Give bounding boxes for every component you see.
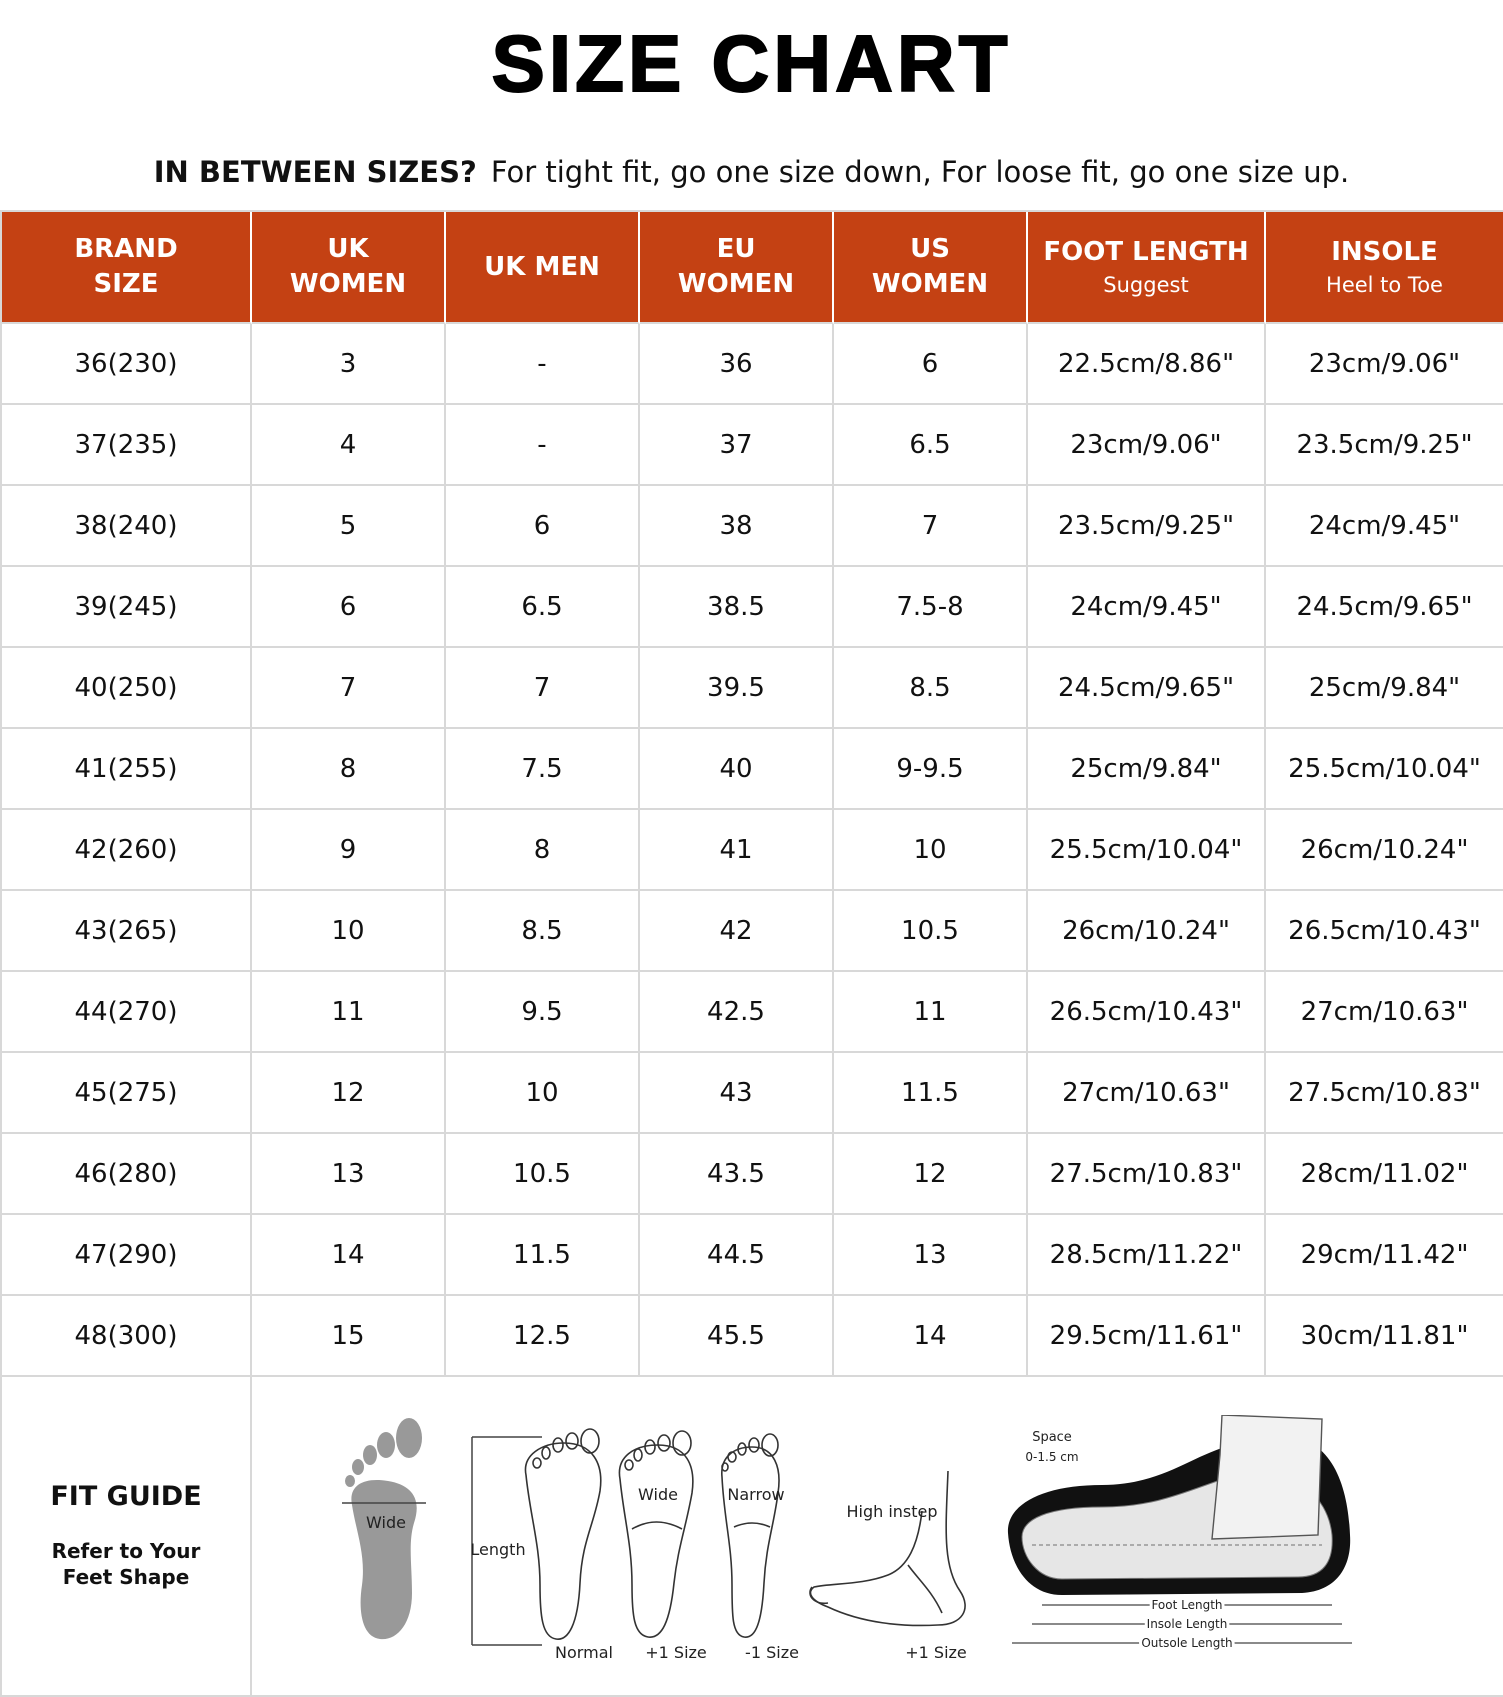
table-cell: 36(230) [2, 324, 252, 405]
table-cell: - [446, 405, 640, 486]
table-cell: 42.5 [640, 972, 834, 1053]
table-cell: 45.5 [640, 1296, 834, 1377]
table-cell: 41(255) [2, 729, 252, 810]
table-cell: 37 [640, 405, 834, 486]
table-cell: 7 [252, 648, 446, 729]
table-cell: 26cm/10.24" [1266, 810, 1503, 891]
table-cell: 24.5cm/9.65" [1028, 648, 1266, 729]
column-header-title: UK MEN [484, 251, 600, 282]
table-cell: 36 [640, 324, 834, 405]
table-cell: 9 [252, 810, 446, 891]
table-cell: 11 [834, 972, 1028, 1053]
table-cell: 10 [252, 891, 446, 972]
table-cell: 29.5cm/11.61" [1028, 1296, 1266, 1377]
page-title: SIZE CHART [491, 19, 1012, 108]
table-cell: 9.5 [446, 972, 640, 1053]
table-cell: 28.5cm/11.22" [1028, 1215, 1266, 1296]
table-cell: 25.5cm/10.04" [1028, 810, 1266, 891]
column-header [252, 212, 446, 324]
table-cell: 26cm/10.24" [1028, 891, 1266, 972]
table-cell: 25.5cm/10.04" [1266, 729, 1503, 810]
table-cell: 10 [446, 1053, 640, 1134]
table-cell: 44.5 [640, 1215, 834, 1296]
table-cell: 23.5cm/9.25" [1266, 405, 1503, 486]
size-advice [0, 150, 1503, 194]
normal-foot-icon [525, 1429, 600, 1639]
table-cell: 9-9.5 [834, 729, 1028, 810]
column-header-subtitle: Suggest [1103, 272, 1189, 297]
table-cell: 24cm/9.45" [1266, 486, 1503, 567]
table-cell: 7.5 [446, 729, 640, 810]
table-cell: 30cm/11.81" [1266, 1296, 1503, 1377]
table-cell: 5 [252, 486, 446, 567]
high-instep-foot-icon [810, 1471, 965, 1625]
column-header [834, 212, 1028, 324]
table-cell: 23.5cm/9.25" [1028, 486, 1266, 567]
table-cell: 6.5 [834, 405, 1028, 486]
column-header [446, 212, 640, 324]
column-header [640, 212, 834, 324]
table-cell: 8 [446, 810, 640, 891]
fit-guide-diagram [342, 1415, 1422, 1675]
column-header [1028, 212, 1266, 324]
column-header-subtitle: Heel to Toe [1326, 272, 1443, 297]
table-cell: 38.5 [640, 567, 834, 648]
table-cell: 11 [252, 972, 446, 1053]
wide-label: Wide [366, 1513, 406, 1532]
table-cell: 42 [640, 891, 834, 972]
table-cell: 6 [252, 567, 446, 648]
table-cell: 14 [252, 1215, 446, 1296]
table-cell: 23cm/9.06" [1266, 324, 1503, 405]
table-cell: 11.5 [446, 1215, 640, 1296]
table-cell: 45(275) [2, 1053, 252, 1134]
table-cell: 39(245) [2, 567, 252, 648]
narrow-foot-icon [722, 1434, 779, 1637]
table-cell: 12 [252, 1053, 446, 1134]
table-cell: 23cm/9.06" [1028, 405, 1266, 486]
table-cell: 39.5 [640, 648, 834, 729]
table-cell: - [446, 324, 640, 405]
column-header-title: BRAND SIZE [74, 234, 178, 299]
fit-guide-title: FIT GUIDE [50, 1480, 202, 1512]
table-cell: 6 [834, 324, 1028, 405]
table-cell: 10.5 [446, 1134, 640, 1215]
fit-guide-info [2, 1375, 252, 1695]
outsole-length-label: Outsole Length [1141, 1636, 1233, 1650]
table-cell: 6 [446, 486, 640, 567]
table-cell: 7 [834, 486, 1028, 567]
table-cell: 41 [640, 810, 834, 891]
space-range-label: 0-1.5 cm [1025, 1450, 1079, 1464]
table-cell: 40(250) [2, 648, 252, 729]
table-cell: 13 [252, 1134, 446, 1215]
wide-foot-icon [619, 1431, 692, 1637]
fit-guide [0, 1375, 1503, 1697]
table-cell: 4 [252, 405, 446, 486]
column-header-title: UK WOMEN [289, 234, 407, 299]
table-cell: 10.5 [834, 891, 1028, 972]
table-cell: 37(235) [2, 405, 252, 486]
table-cell: 11.5 [834, 1053, 1028, 1134]
length-label: Length [470, 1540, 526, 1559]
table-cell: 29cm/11.42" [1266, 1215, 1503, 1296]
table-cell: 8.5 [446, 891, 640, 972]
table-cell: 10 [834, 810, 1028, 891]
space-label: Space [1032, 1430, 1072, 1445]
wide-foot-size-label: +1 Size [645, 1643, 707, 1662]
table-cell: 25cm/9.84" [1266, 648, 1503, 729]
table-cell: 47(290) [2, 1215, 252, 1296]
table-cell: 8 [252, 729, 446, 810]
table-cell: 27cm/10.63" [1028, 1053, 1266, 1134]
narrow-foot-label: Narrow [727, 1485, 785, 1504]
table-cell: 7 [446, 648, 640, 729]
size-advice-text: For tight fit, go one size down, For loose fit, go one size up. [490, 155, 1350, 189]
column-header-title: FOOT LENGTH [1043, 236, 1249, 267]
table-cell: 3 [252, 324, 446, 405]
wide-foot-label: Wide [638, 1485, 678, 1504]
table-cell: 8.5 [834, 648, 1028, 729]
table-cell: 24cm/9.45" [1028, 567, 1266, 648]
table-cell: 43(265) [2, 891, 252, 972]
high-instep-size-label: +1 Size [905, 1643, 967, 1662]
table-cell: 27.5cm/10.83" [1266, 1053, 1503, 1134]
column-header-title: EU WOMEN [677, 234, 795, 299]
table-cell: 40 [640, 729, 834, 810]
column-header [1266, 212, 1503, 324]
table-cell: 44(270) [2, 972, 252, 1053]
size-advice-heading: IN BETWEEN SIZES? [153, 155, 477, 189]
table-cell: 6.5 [446, 567, 640, 648]
table-cell: 25cm/9.84" [1028, 729, 1266, 810]
table-cell: 7.5-8 [834, 567, 1028, 648]
size-table [0, 210, 1503, 1377]
table-cell: 14 [834, 1296, 1028, 1377]
table-cell: 43.5 [640, 1134, 834, 1215]
column-header [2, 212, 252, 324]
table-cell: 12.5 [446, 1296, 640, 1377]
table-cell: 48(300) [2, 1296, 252, 1377]
table-cell: 15 [252, 1296, 446, 1377]
foot-length-label: Foot Length [1151, 1598, 1223, 1612]
table-cell: 27.5cm/10.83" [1028, 1134, 1266, 1215]
table-cell: 38 [640, 486, 834, 567]
table-cell: 13 [834, 1215, 1028, 1296]
table-cell: 38(240) [2, 486, 252, 567]
table-cell: 46(280) [2, 1134, 252, 1215]
fit-guide-subtitle: Refer to Your Feet Shape [51, 1538, 201, 1589]
table-cell: 12 [834, 1134, 1028, 1215]
column-header-title: US WOMEN [871, 234, 989, 299]
insole-length-label: Insole Length [1146, 1617, 1228, 1631]
normal-label: Normal [555, 1643, 613, 1662]
table-cell: 42(260) [2, 810, 252, 891]
table-cell: 26.5cm/10.43" [1266, 891, 1503, 972]
table-cell: 28cm/11.02" [1266, 1134, 1503, 1215]
high-instep-label: High instep [846, 1502, 938, 1521]
table-cell: 43 [640, 1053, 834, 1134]
column-header-title: INSOLE [1331, 236, 1438, 267]
table-cell: 26.5cm/10.43" [1028, 972, 1266, 1053]
table-cell: 27cm/10.63" [1266, 972, 1503, 1053]
narrow-foot-size-label: -1 Size [745, 1643, 799, 1662]
table-cell: 24.5cm/9.65" [1266, 567, 1503, 648]
table-cell: 22.5cm/8.86" [1028, 324, 1266, 405]
